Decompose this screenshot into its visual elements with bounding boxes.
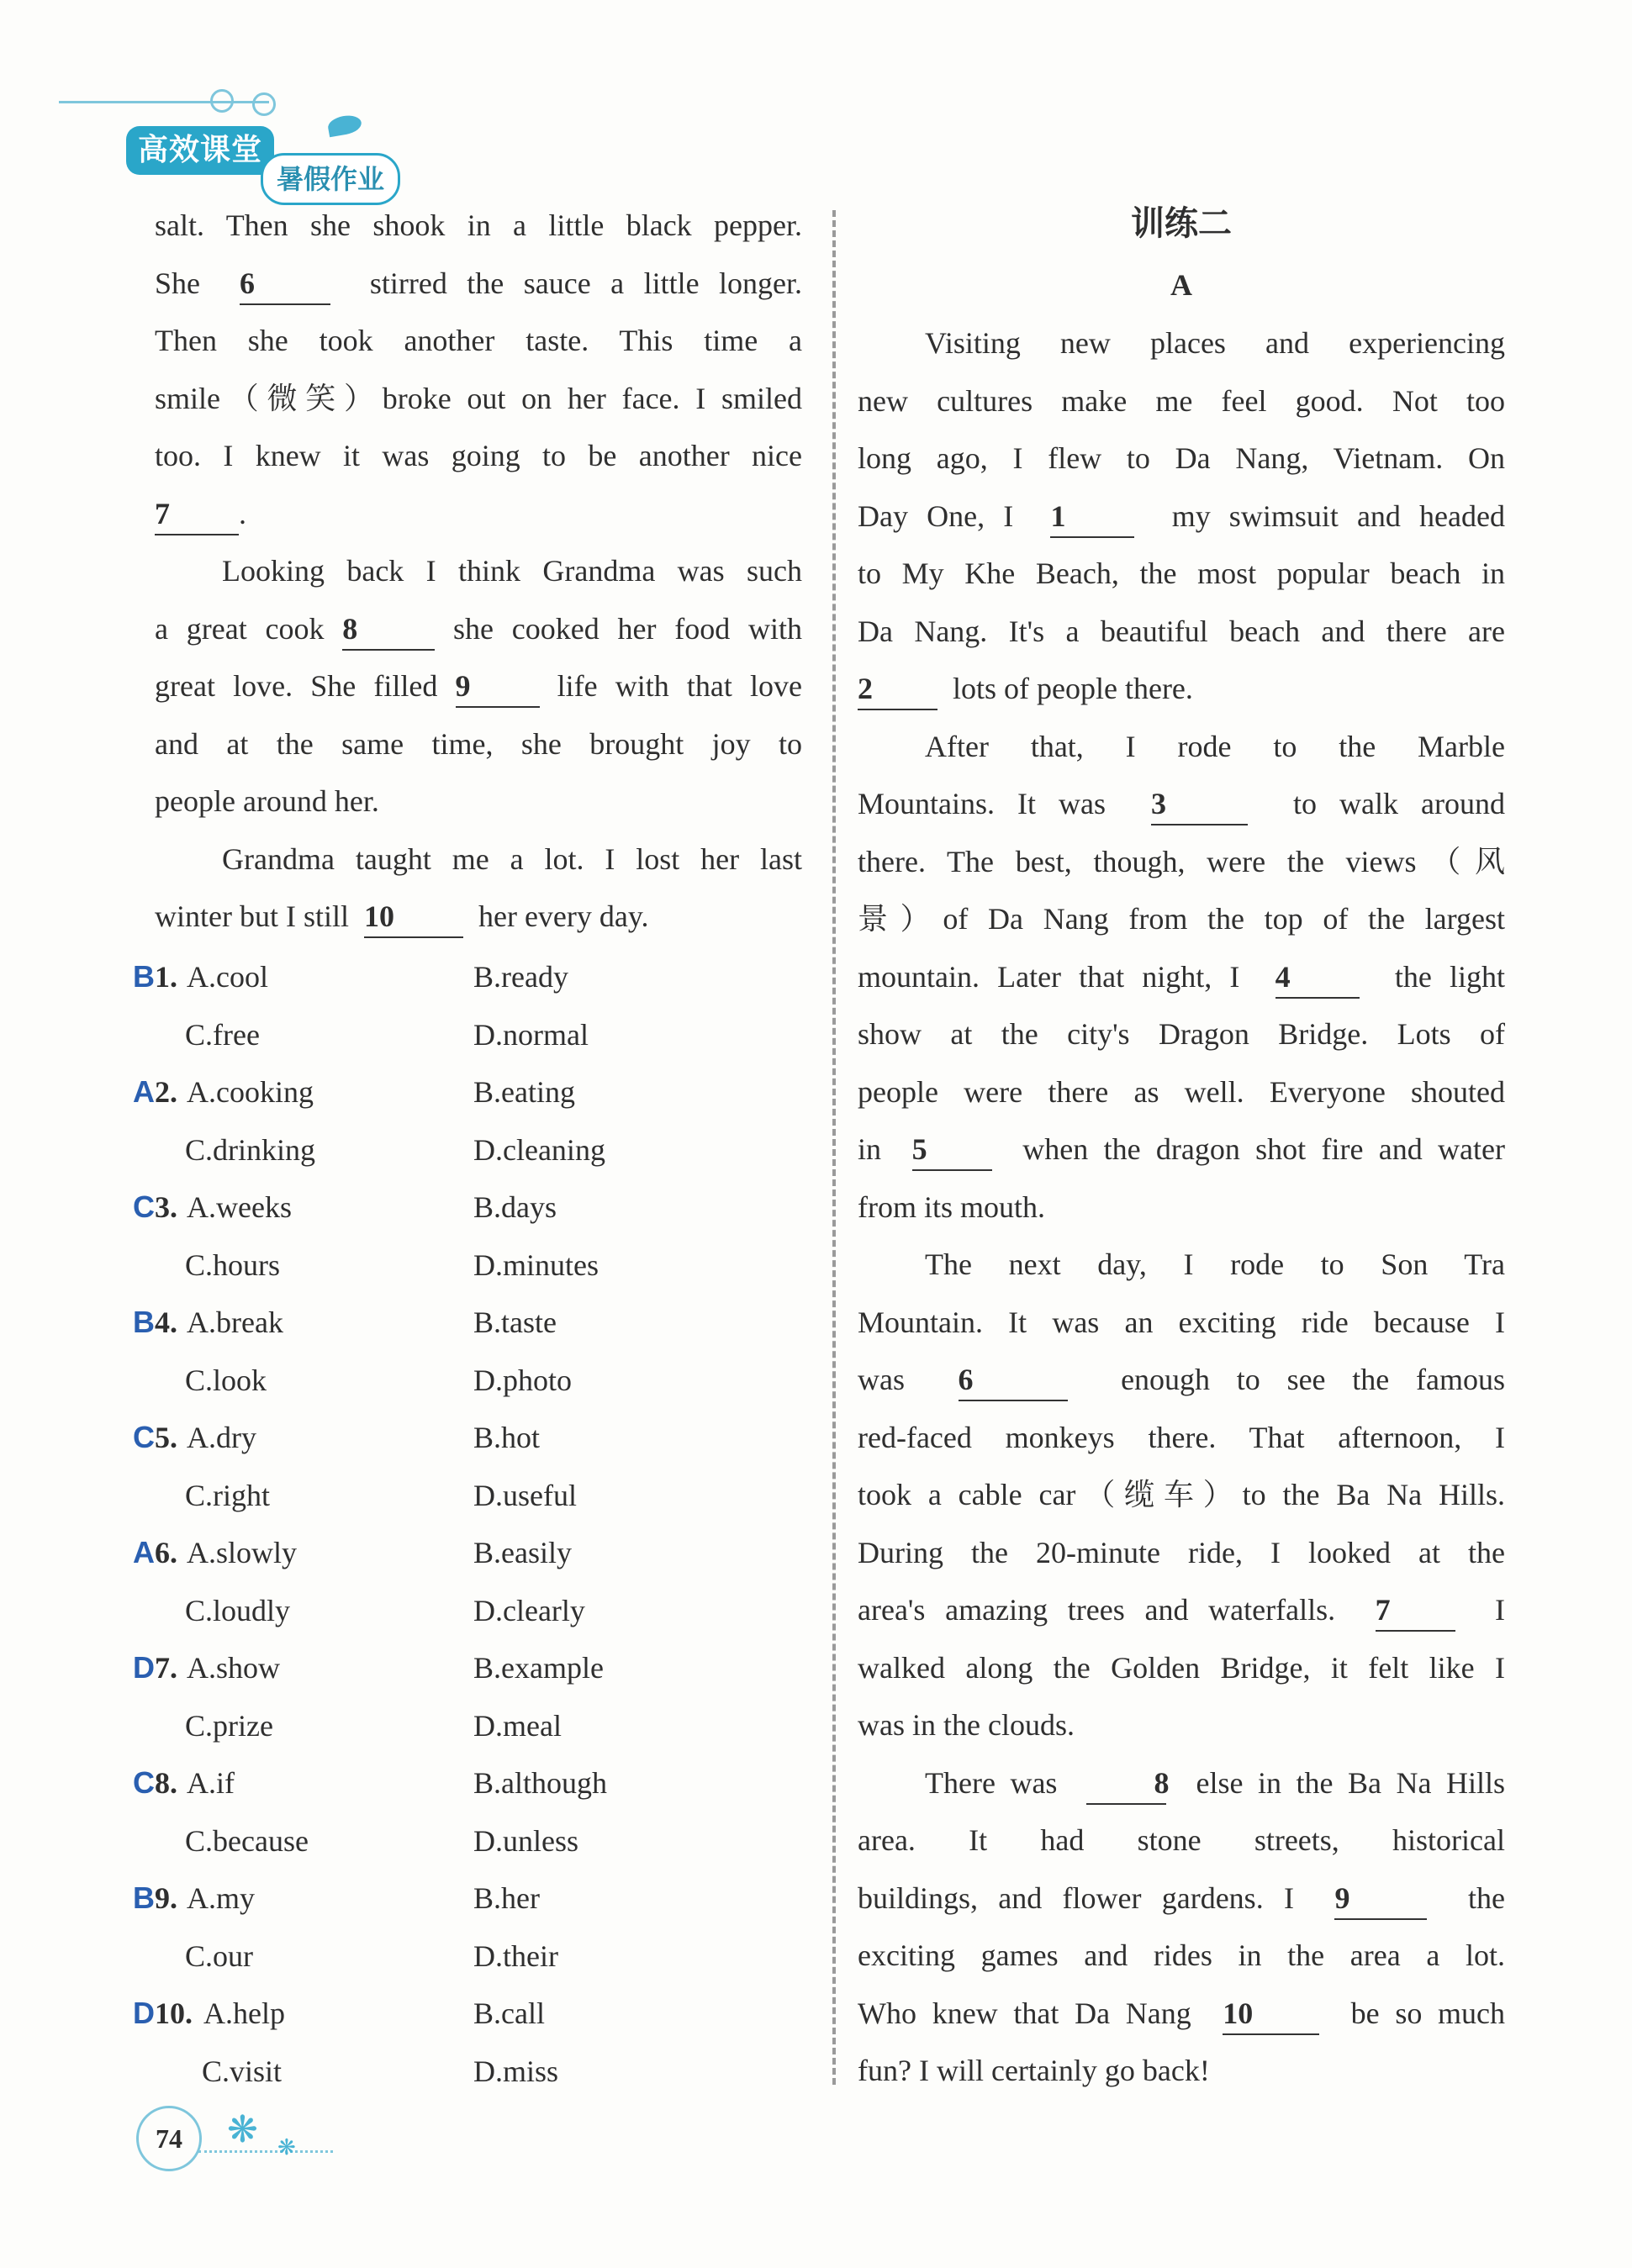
option-a: A.weeks — [187, 1190, 292, 1224]
option-d: D.miss — [473, 2054, 559, 2088]
small-snowflake-icon: ❋ — [277, 2135, 296, 2160]
option-row-5-cd — [133, 1467, 805, 1525]
header-logo — [50, 84, 437, 202]
passage-line: Looking back I think Grandma was such — [222, 554, 802, 588]
option-c: C.right — [185, 1478, 271, 1512]
logo-decor-line — [59, 101, 269, 103]
blank-10-right: 10 — [1223, 1998, 1319, 2035]
option-row-3-cd — [133, 1237, 805, 1295]
passage-line: was 6 enough to see the famous — [858, 1351, 1505, 1409]
snowflake-icon: ❋ — [227, 2108, 258, 2151]
blank-7: 7 — [155, 498, 239, 535]
option-row-1 — [133, 948, 805, 1006]
answer-mark: A — [133, 1535, 155, 1569]
option-row-6-cd — [133, 1582, 805, 1640]
option-c: C.look — [185, 1363, 267, 1397]
option-a: A.show — [187, 1651, 281, 1685]
option-d: D.photo — [473, 1363, 572, 1397]
option-row-5 — [133, 1409, 805, 1467]
option-a: A.break — [187, 1305, 283, 1339]
passage-line: Da Nang. It's a beautiful beach and there are — [858, 614, 1505, 648]
passage-line: Then she took another taste. This time a — [155, 324, 802, 357]
option-b: B.example — [473, 1651, 604, 1685]
passage-line: 景）of Da Nang from the top of the largest — [858, 902, 1505, 936]
option-c: C.because — [185, 1823, 309, 1858]
option-c: C.visit — [202, 2054, 283, 2088]
answer-mark: B — [133, 1880, 155, 1915]
option-c: C.loudly — [185, 1593, 291, 1627]
bird-icon — [326, 113, 362, 138]
option-b: B.although — [473, 1766, 607, 1800]
option-a: A.my — [187, 1881, 255, 1915]
passage-line: people around her. — [155, 784, 379, 818]
passage-line: Mountain. It was an exciting ride because I — [858, 1305, 1505, 1339]
answer-mark: C — [133, 1189, 155, 1224]
question-number: 8. — [155, 1766, 177, 1800]
passage-line: too. I knew it was going to be another nice — [155, 439, 802, 472]
option-a: A.slowly — [187, 1536, 298, 1569]
question-number: 3. — [155, 1190, 177, 1224]
passage-line: fun? I will certainly go back! — [858, 2054, 1210, 2087]
passage-line: was in the clouds. — [858, 1708, 1075, 1742]
passage-line: great love. She filled 9 life with that love — [155, 657, 802, 715]
question-number: 6. — [155, 1536, 177, 1569]
options-list — [133, 948, 805, 2100]
passage-line: and at the same time, she brought joy to — [155, 726, 802, 761]
answer-mark: B — [133, 959, 155, 994]
option-a: A.cool — [187, 960, 268, 994]
passage-line: The next day, I rode to Son Tra — [925, 1247, 1505, 1281]
option-d: D.their — [473, 1938, 558, 1973]
option-row-3 — [133, 1179, 805, 1237]
passage-line: Who knew that Da Nang 10 be so much — [858, 1985, 1505, 2043]
passage-line: from its mouth. — [858, 1189, 1045, 1224]
answer-mark: D — [133, 1996, 155, 2030]
option-d: D.normal — [473, 1017, 589, 1052]
blank-9-right: 9 — [1334, 1883, 1427, 1920]
option-b: B.ready — [473, 960, 568, 994]
option-row-7 — [133, 1639, 805, 1697]
option-c: C.free — [185, 1017, 260, 1052]
option-a: A.if — [187, 1766, 235, 1800]
option-c: C.our — [185, 1938, 253, 1973]
option-row-4 — [133, 1294, 805, 1352]
passage-line: Mountains. It was 3 to walk around — [858, 775, 1505, 833]
answer-mark: A — [133, 1074, 155, 1109]
passage-line: show at the city's Dragon Bridge. Lots of — [858, 1017, 1505, 1051]
column-divider — [832, 210, 836, 2085]
passage-line: smile（微笑）broke out on her face. I smiled — [155, 381, 802, 415]
question-number: 5. — [155, 1421, 177, 1454]
passage-line: exciting games and rides in the area a lot. — [858, 1938, 1505, 1972]
passage-line: people were there as well. Everyone shouted — [858, 1074, 1505, 1109]
option-c: C.hours — [185, 1247, 281, 1282]
option-row-10 — [133, 1985, 805, 2043]
passage-line: there. The best, though, were the views（风 — [858, 844, 1505, 878]
option-b: B.easily — [473, 1536, 572, 1569]
left-passage — [155, 197, 802, 946]
option-row-2-cd — [133, 1121, 805, 1179]
option-a: A.dry — [187, 1421, 256, 1454]
option-b: B.eating — [473, 1075, 575, 1109]
passage-line: in 5 when the dragon shot fire and water — [858, 1121, 1505, 1179]
question-number: 4. — [155, 1305, 177, 1339]
passage-line: area's amazing trees and waterfalls. 7 I — [858, 1581, 1505, 1639]
option-row-2 — [133, 1063, 805, 1121]
blank-7-right: 7 — [1376, 1595, 1455, 1632]
passage-line: Grandma taught me a lot. I lost her last — [222, 841, 802, 876]
blank-8-right: 8 — [1086, 1768, 1166, 1805]
passage-line: walked along the Golden Bridge, it felt like I — [858, 1650, 1505, 1685]
option-a: A.help — [203, 1996, 285, 2030]
passage-line: to My Khe Beach, the most popular beach in — [858, 556, 1505, 590]
passage-line: red-faced monkeys there. That afternoon, I — [858, 1420, 1505, 1454]
blank-2: 2 — [858, 673, 937, 710]
option-row-6 — [133, 1524, 805, 1582]
passage-line: buildings, and flower gardens. I 9 the — [858, 1870, 1505, 1928]
passage-line: salt. Then she shook in a little black pepper. — [155, 208, 802, 242]
passage-line: area. It had stone streets, historical — [858, 1823, 1505, 1857]
question-number: 9. — [155, 1881, 177, 1915]
blank-5: 5 — [912, 1134, 992, 1171]
blank-6: 6 — [240, 268, 330, 305]
option-c: C.prize — [185, 1708, 273, 1743]
option-a: A.cooking — [187, 1075, 314, 1109]
passage-line: winter but I still 10 her every day. — [155, 888, 802, 946]
question-number: 2. — [155, 1075, 177, 1109]
option-row-8-cd — [133, 1812, 805, 1870]
blank-1: 1 — [1050, 501, 1134, 538]
passage-line: took a cable car（缆车）to the Ba Na Hills. — [858, 1478, 1505, 1511]
blank-3: 3 — [1151, 789, 1248, 825]
logo-swirl-icon — [210, 89, 234, 113]
answer-mark: C — [133, 1765, 155, 1800]
answer-mark: C — [133, 1420, 155, 1454]
passage-line: long ago, I flew to Da Nang, Vietnam. On — [858, 441, 1505, 475]
passage-line: There was 8 else in the Ba Na Hills — [858, 1754, 1505, 1812]
passage-line: After that, I rode to the Marble — [925, 729, 1505, 763]
question-number: 1. — [155, 960, 177, 994]
blank-4: 4 — [1275, 962, 1360, 999]
passage-line: a great cook 8 she cooked her food with — [155, 600, 802, 658]
logo-swirl-icon — [252, 92, 276, 116]
right-passage — [858, 197, 1505, 2100]
option-b: B.days — [473, 1190, 557, 1224]
option-b: B.hot — [473, 1421, 541, 1454]
option-row-8 — [133, 1754, 805, 1812]
blank-6-right: 6 — [959, 1364, 1068, 1401]
option-row-10-cd — [133, 2043, 805, 2101]
option-d: D.meal — [473, 1708, 562, 1743]
section-title: 训练二 — [1131, 204, 1232, 243]
answer-mark: D — [133, 1650, 155, 1685]
passage-line: new cultures make me feel good. Not too — [858, 383, 1505, 418]
blank-8: 8 — [342, 614, 435, 651]
passage-line: mountain. Later that night, I 4 the light — [858, 948, 1505, 1006]
page-number: 74 — [136, 2106, 202, 2171]
option-d: D.unless — [473, 1823, 578, 1858]
option-d: D.useful — [473, 1478, 577, 1512]
passage-line: During the 20-minute ride, I looked at the — [858, 1535, 1505, 1569]
option-c: C.drinking — [185, 1132, 316, 1167]
option-row-9 — [133, 1870, 805, 1928]
option-d: D.minutes — [473, 1247, 599, 1282]
passage-line: 7 . — [155, 485, 802, 543]
brand-title: 高效课堂 — [126, 126, 274, 175]
passage-line: Day One, I 1 my swimsuit and headed — [858, 488, 1505, 546]
option-row-9-cd — [133, 1928, 805, 1986]
decor-dotted-line — [198, 2150, 333, 2153]
option-row-4-cd — [133, 1352, 805, 1410]
option-b: B.call — [473, 1996, 545, 2030]
option-row-7-cd — [133, 1697, 805, 1755]
question-number: 10. — [155, 1996, 193, 2030]
option-b: B.her — [473, 1881, 540, 1915]
option-d: D.clearly — [473, 1593, 585, 1627]
question-number: 7. — [155, 1651, 177, 1685]
blank-9: 9 — [456, 671, 540, 708]
option-b: B.taste — [473, 1305, 557, 1339]
section-label: A — [1170, 268, 1192, 302]
brand-subtitle: 暑假作业 — [261, 153, 400, 205]
passage-line: 2 lots of people there. — [858, 660, 1505, 718]
option-d: D.cleaning — [473, 1132, 605, 1167]
answer-mark: B — [133, 1305, 155, 1339]
passage-line: She 6 stirred the sauce a little longer. — [155, 255, 802, 313]
option-row-1-cd — [133, 1006, 805, 1064]
blank-10: 10 — [364, 901, 463, 938]
passage-line: Visiting new places and experiencing — [925, 326, 1505, 360]
